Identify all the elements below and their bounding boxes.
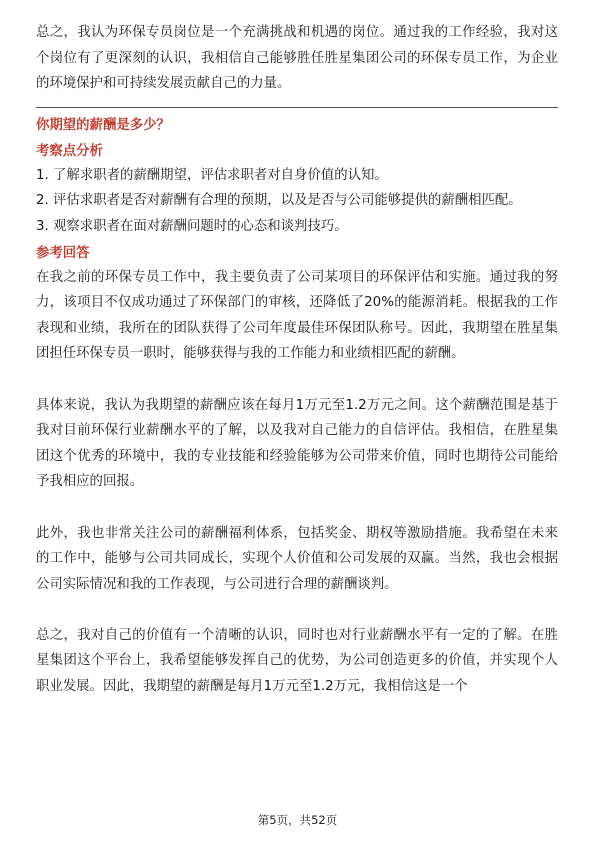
paragraph-gap (36, 495, 558, 521)
paragraph-gap (36, 367, 558, 393)
paragraph-gap (36, 597, 558, 623)
analysis-item: 1. 了解求职者的薪酬期望，评估求职者对自身价值的认知。 (36, 167, 388, 183)
analysis-heading: 考察点分析 (36, 143, 103, 159)
document-page (36, 20, 558, 700)
answer-paragraph: 总之，我对自己的价值有一个清晰的认识，同时也对行业薪酬水平有一定的了解。在胜星集团这个平台上，我希望能够发挥自己的优势，为公司创造更多的价值，并实现个人职业发展。因此，我期望的薪酬是每月1万元至1.2万元，我相信这是一个 (36, 627, 558, 695)
answer-paragraph: 具体来说，我认为我期望的薪酬应该在每月1万元至1.2万元之间。这个薪酬范围是基于我对目前环保行业薪酬水平的了解，以及我对自己能力的自信评估。我相信，在胜星集团这个优秀的环境中，我的专业技能和经验能够为公司带来价值，同时也期待公司能给予我相应的回报。 (36, 397, 558, 490)
answer-heading: 参考回答 (36, 245, 90, 261)
intro-conclusion-paragraph: 总之，我认为环保专员岗位是一个充满挑战和机遇的岗位。通过我的工作经验，我对这个岗位有了更深刻的认识，我相信自己能够胜任胜星集团公司的环保专员工作，为企业的环境保护和可持续发展贡献自己的力量。 (36, 25, 558, 92)
question-heading: 你期望的薪酬是多少？ (36, 117, 170, 133)
answer-paragraph: 在我之前的环保专员工作中，我主要负责了公司某项目的环保评估和实施。通过我的努力，该项目不仅成功通过了环保部门的审核，还降低了20%的能源消耗。根据我的工作表现和业绩，我所在的团队获得了公司年度最佳环保团队称号。因此，我期望在胜星集团担任环保专员一职时，能够获得与我的工作能力和业绩相匹配的薪酬。 (36, 269, 558, 362)
analysis-item: 3. 观察求职者在面对薪酬问题时的心态和谈判技巧。 (36, 218, 348, 234)
page-number: 第5页，共52页 (257, 813, 338, 827)
analysis-item: 2. 评估求职者是否对薪酬有合理的预期，以及是否与公司能够提供的薪酬相匹配。 (36, 193, 522, 209)
section-divider (36, 107, 558, 108)
answer-paragraph: 此外，我也非常关注公司的薪酬福利体系，包括奖金、期权等激励措施。我希望在未来的工作中，能够与公司共同成长，实现个人价值和公司发展的双赢。当然，我也会根据公司实际情况和我的工作表现，与公司进行合理的薪酬谈判。 (36, 525, 558, 592)
